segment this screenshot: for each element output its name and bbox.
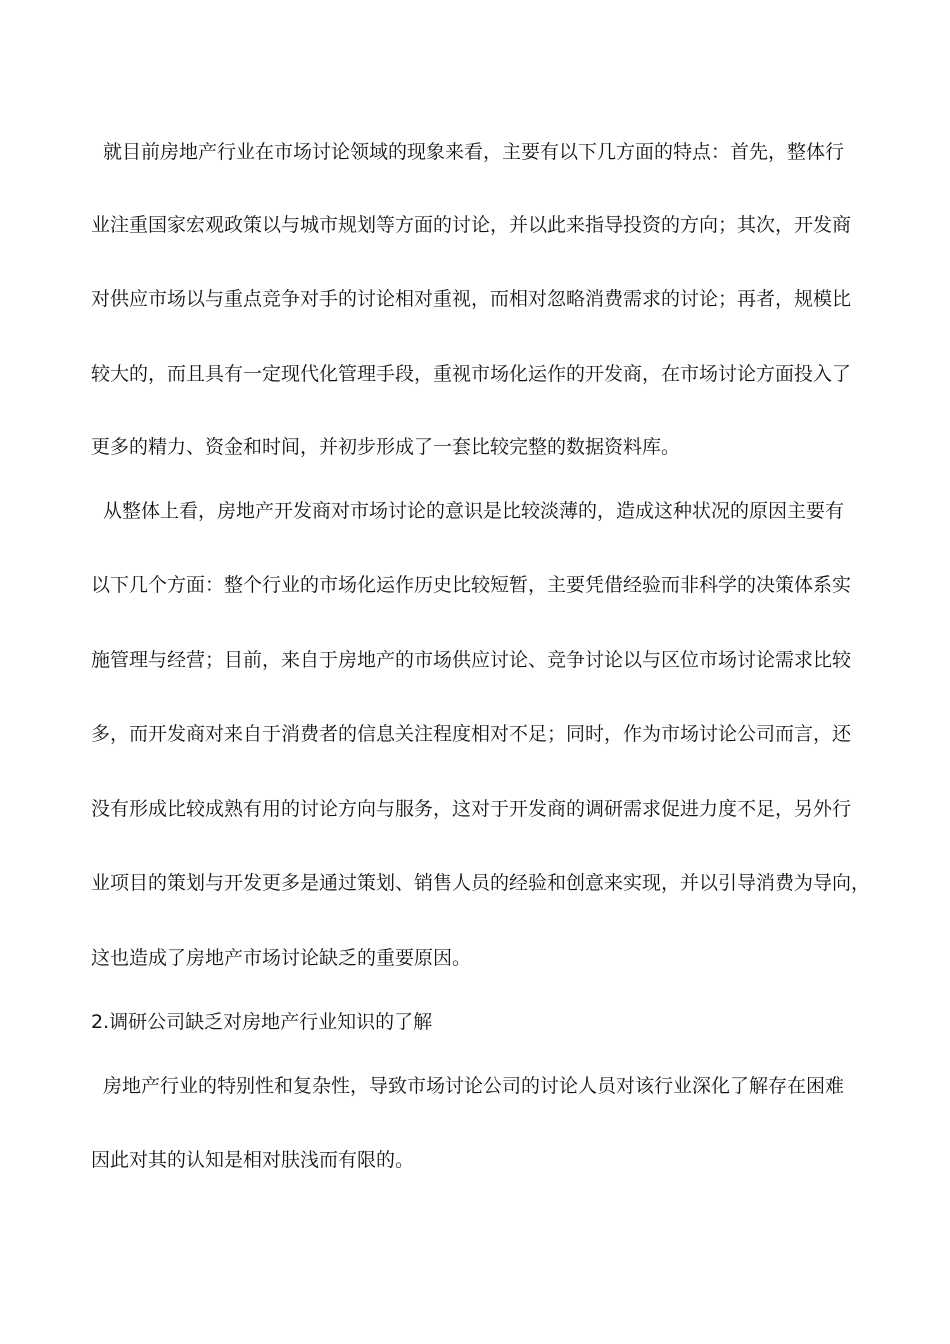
- paragraph-1-line: 就目前房地产行业在市场讨论领域的现象来看，主要有以下几方面的特点：首先，整体行: [103, 141, 845, 163]
- paragraph-2-line: 以下几个方面：整个行业的市场化运作历史比较短暂，主要凭借经验而非科学的决策体系实: [91, 574, 852, 596]
- paragraph-1-line: 较大的，而且具有一定现代化管理手段，重视市场化运作的开发商，在市场讨论方面投入了: [91, 363, 852, 385]
- paragraph-1-line: 业注重国家宏观政策以与城市规划等方面的讨论，并以此来指导投资的方向；其次，开发商: [91, 214, 852, 236]
- paragraph-2-line: 业项目的策划与开发更多是通过策划、销售人员的经验和创意来实现，并以引导消费为导向，: [91, 872, 871, 894]
- section-heading: 2.调研公司缺乏对房地产行业知识的了解: [91, 1011, 433, 1033]
- paragraph-3-line: 因此对其的认知是相对肤浅而有限的。: [91, 1149, 415, 1171]
- paragraph-2-line: 这也造成了房地产市场讨论缺乏的重要原因。: [91, 947, 472, 969]
- paragraph-3-line: 房地产行业的特别性和复杂性，导致市场讨论公司的讨论人员对该行业深化了解存在困难: [103, 1075, 845, 1097]
- paragraph-1-line: 对供应市场以与重点竞争对手的讨论相对重视，而相对忽略消费需求的讨论；再者，规模比: [91, 288, 852, 310]
- paragraph-1-line: 更多的精力、资金和时间，并初步形成了一套比较完整的数据资料库。: [91, 436, 681, 458]
- paragraph-2-line: 施管理与经营；目前，来自于房地产的市场供应讨论、竞争讨论以与区位市场讨论需求比较: [91, 649, 852, 671]
- paragraph-2-line: 没有形成比较成熟有用的讨论方向与服务，这对于开发商的调研需求促进力度不足，另外行: [91, 798, 852, 820]
- paragraph-2-line: 多，而开发商对来自于消费者的信息关注程度相对不足；同时，作为市场讨论公司而言，还: [91, 723, 852, 745]
- paragraph-2-line: 从整体上看，房地产开发商对市场讨论的意识是比较淡薄的，造成这种状况的原因主要有: [103, 500, 845, 522]
